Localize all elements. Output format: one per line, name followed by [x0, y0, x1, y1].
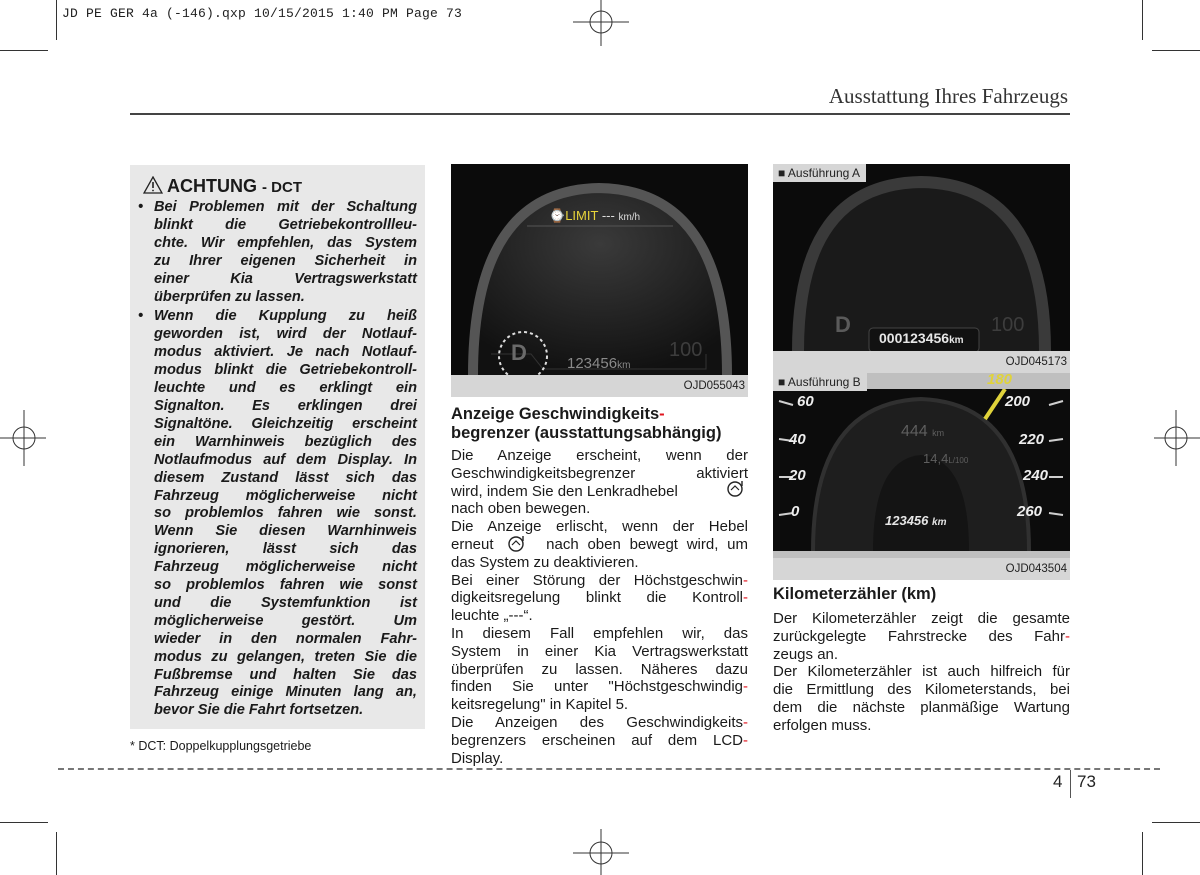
odometer-reading-a: 000123456km [879, 330, 964, 346]
tick-label: 60 [797, 393, 814, 410]
limit-indicator: ⌚LIMIT --- km/h [549, 208, 641, 223]
text-line: die Ermittlung des Kilometerstands, bei [773, 681, 1070, 699]
tick-label: 180 [987, 373, 1013, 388]
page-number-divider [1070, 770, 1071, 798]
page-number: 73 [1077, 772, 1096, 791]
figure-odometer-version-a [773, 164, 1070, 373]
warning-title: ACHTUNG - DCT [143, 176, 302, 197]
text-line: Bei einer Störung der Höchstgeschwin- [451, 571, 748, 589]
figure-code-b: OJD043504 [773, 558, 1070, 580]
text-line: zeugs an. [773, 645, 839, 663]
registration-mark-top [573, 0, 629, 46]
text-line: Geschwindigkeitsbegrenzer aktiviert [451, 464, 748, 482]
text-line: nach oben bewegen. [451, 500, 591, 518]
print-slug: JD PE GER 4a (-146).qxp 10/15/2015 1:40 PM Page 73 [62, 6, 463, 21]
footer-dashed-rule [58, 768, 1160, 770]
gear-indicator-a: D [835, 312, 851, 337]
figure-code-a: OJD045173 [773, 351, 1070, 373]
steering-lever-icon [726, 479, 746, 497]
tick-label: 220 [1019, 431, 1045, 448]
text-line: Display. [451, 749, 504, 767]
text-line: digkeitsregelung blinkt die Kontroll- [451, 589, 748, 607]
figure-speed-limit-display [451, 164, 748, 397]
warning-bullet: • Wenn die Kupplung zu heiß geworden ist, wird der Notlauf- modus aktiviert. Je nach Notlauf- modus blinkt die Getriebekontroll- leuchte und es erklingt ein Signalton. Es erklingen drei Signaltöne. Gleichzeitig erscheint ein Warnhinweis bezüglich des Notlaufmodus auf dem Display. In diesem Zustand lässt sich das Fahrzeug möglicherweise nicht so problemlos fahren wie sonst. Wenn Sie diesen Warnhinweis ignorieren, lässt sich das Fahrzeug möglicherweise nicht so problemlos fahren wie sonst und die Systemfunktion ist möglicherweise gestört. Um wieder in den normalen Fahr- modus zu gelangen, treten Sie die Fußbremse und halten Sie das Fahrzeug einige Minuten lang an, bevor Sie die Fahrt fortsetzen. [138, 308, 417, 719]
text-line: System in einer Kia Vertragswerkstatt [451, 642, 748, 660]
figure-odometer-version-b [773, 373, 1070, 580]
warning-bullet: • Bei Problemen mit der Schaltung blinkt die Getriebekontrollleu- chte. Wir empfehlen, das System zu Ihrer eigenen Sicherheit in einer Kia Vertragswerkstatt überprüfen zu lassen. [138, 199, 417, 305]
text-line: Die Anzeige erlischt, wenn der Hebel [451, 518, 748, 536]
odometer-text [773, 610, 1070, 735]
tick-label: 240 [1023, 467, 1049, 484]
steering-lever-icon-2 [507, 534, 527, 552]
odometer-reading-b: 123456 km [885, 513, 947, 528]
text-line: keitsregelung" in Kapitel 5. [451, 696, 629, 714]
heading-odometer: Kilometerzähler (km) [773, 585, 937, 603]
text-line: erneut nach oben bewegt wird, um [451, 535, 748, 553]
text-line: überprüfen zu lassen. Näheres dazu [451, 660, 748, 678]
gear-indicator: D [511, 340, 527, 365]
cluster-a-graphic [773, 164, 1070, 351]
chapter-number: 4 [1053, 772, 1063, 791]
registration-mark-bottom [573, 829, 629, 875]
tick-label: 40 [789, 431, 806, 448]
text-line: Die Anzeigen des Geschwindigkeits- [451, 713, 748, 731]
version-b-tag: ■ Ausführung B [773, 373, 867, 391]
text-line: In diesem Fall empfehlen wir, das [451, 624, 748, 642]
warning-bullets [138, 199, 417, 722]
figure-code: OJD055043 [451, 375, 748, 397]
text-line: das System zu deaktivieren. [451, 553, 639, 571]
speed-faded-a: 100 [991, 314, 1025, 336]
cluster-graphic [451, 164, 748, 375]
trip-distance: 444 km [901, 423, 945, 440]
fuel-consumption: 14,4L/100 [923, 451, 969, 466]
text-line: Die Anzeige erscheint, wenn der [451, 447, 748, 464]
tick-label: 200 [1005, 393, 1031, 410]
warning-triangle-icon [143, 176, 163, 194]
text-line: Der Kilometerzähler ist auch hilfreich für [773, 663, 1070, 681]
footnote: * DCT: Doppelkupplungsgetriebe [130, 739, 312, 753]
text-line: wird, indem Sie den Lenkradhebel [451, 482, 678, 500]
text-line: zurückgelegte Fahrstrecke des Fahr- [773, 627, 1070, 645]
section-title: Ausstattung Ihres Fahrzeugs [828, 84, 1068, 108]
speed-faded: 100 [669, 339, 703, 361]
registration-mark-right [1154, 410, 1200, 466]
text-line: finden Sie unter "Höchstgeschwindig- [451, 678, 748, 696]
header-rule [130, 113, 1070, 115]
odometer-reading: 123456km [567, 355, 631, 372]
registration-mark-left [0, 410, 46, 466]
version-a-tag: ■ Ausführung A [773, 164, 866, 182]
tick-label: 0 [791, 503, 800, 520]
text-line: leuchte „---“. [451, 607, 533, 625]
text-line: begrenzers erscheinen auf dem LCD- [451, 731, 748, 749]
limit-icon: ⌚ [549, 208, 566, 223]
tick-label: 260 [1017, 503, 1043, 520]
heading-speed-limiter: Anzeige Geschwindigkeits- begrenzer (ausstattungsabhängig) [451, 405, 722, 442]
text-line: dem die nächste planmäßige Wartung [773, 698, 1070, 716]
tick-label: 20 [789, 467, 806, 484]
text-line: Der Kilometerzähler zeigt die gesamte [773, 610, 1070, 627]
text-line: erfolgen muss. [773, 716, 872, 734]
speed-limiter-text [451, 447, 748, 767]
